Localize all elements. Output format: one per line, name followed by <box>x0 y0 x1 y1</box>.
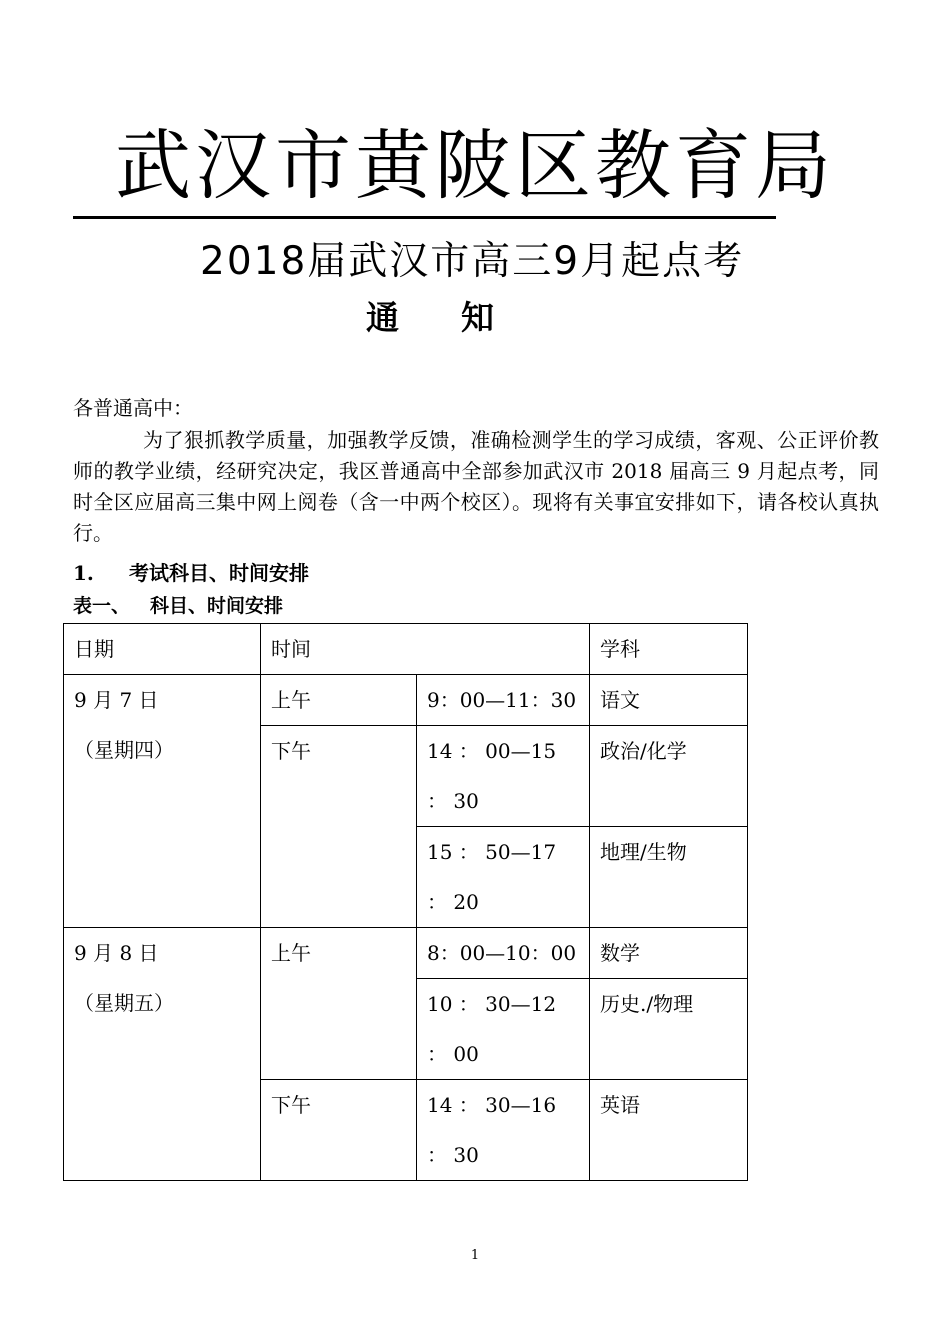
day1-slot2-subject: 政治/化学 <box>590 726 748 827</box>
organization-title: 武汉市黄陂区教育局 <box>115 121 835 210</box>
notice-subtitle-char-1: 通 <box>366 298 399 337</box>
notice-title: 2018届武汉市高三9月起点考 <box>200 239 745 284</box>
day2-date: 9 月 8 日 <box>74 941 159 965</box>
title-divider <box>73 216 776 219</box>
day1-slot3-time: 15 ： 50—17 ： 20 <box>417 827 590 928</box>
section-number: 1. <box>73 561 94 585</box>
table-caption-label: 表一、 <box>73 595 131 617</box>
day2-slot1-time: 8：00—10：00 <box>417 928 590 979</box>
day1-am: 上午 <box>261 675 417 726</box>
section-heading <box>73 559 309 587</box>
schedule-table <box>63 623 748 1181</box>
salutation: 各普通高中： <box>73 396 193 420</box>
day1-date: 9 月 7 日 <box>74 688 159 712</box>
day2-weekday: （星期五） <box>74 991 174 1015</box>
day1-date-cell <box>64 675 261 928</box>
day2-slot3-time: 14 ： 30—16 ： 30 <box>417 1080 590 1181</box>
header-subject: 学科 <box>590 624 748 675</box>
header-date: 日期 <box>64 624 261 675</box>
day1-slot2-time: 14 ： 00—15 ： 30 <box>417 726 590 827</box>
table-row <box>64 928 748 979</box>
day2-slot3-subject: 英语 <box>590 1080 748 1181</box>
day1-slot1-time: 9：00—11：30 <box>417 675 590 726</box>
header-time: 时间 <box>261 624 590 675</box>
day1-slot3-subject: 地理/生物 <box>590 827 748 928</box>
day2-slot1-subject: 数学 <box>590 928 748 979</box>
day2-am: 上午 <box>261 928 417 1080</box>
day2-slot2-time: 10 ： 30—12 ： 00 <box>417 979 590 1080</box>
page-number: 1 <box>470 1248 480 1263</box>
notice-subtitle <box>366 296 494 340</box>
day1-slot1-subject: 语文 <box>590 675 748 726</box>
table-caption-title: 科目、时间安排 <box>150 595 284 617</box>
table-header-row <box>64 624 748 675</box>
section-title: 考试科目、时间安排 <box>129 561 309 585</box>
day2-date-cell <box>64 928 261 1181</box>
body-paragraph: 为了狠抓教学质量，加强教学反馈，准确检测学生的学习成绩，客观、公正评价教师的教学业绩，经研究决定，我区普通高中全部参加武汉市 2018 届高三 9 月起点考，同时全区应届高三集中网上阅卷（含一中两个校区）。现将有关事宜安排如下，请各校认真执行。 <box>73 428 879 545</box>
notice-subtitle-char-2: 知 <box>461 298 494 337</box>
day1-weekday: （星期四） <box>74 738 174 762</box>
table-row <box>64 675 748 726</box>
day2-pm: 下午 <box>261 1080 417 1181</box>
day1-pm: 下午 <box>261 726 417 928</box>
day2-slot2-subject: 历史./物理 <box>590 979 748 1080</box>
table-caption <box>73 592 283 620</box>
